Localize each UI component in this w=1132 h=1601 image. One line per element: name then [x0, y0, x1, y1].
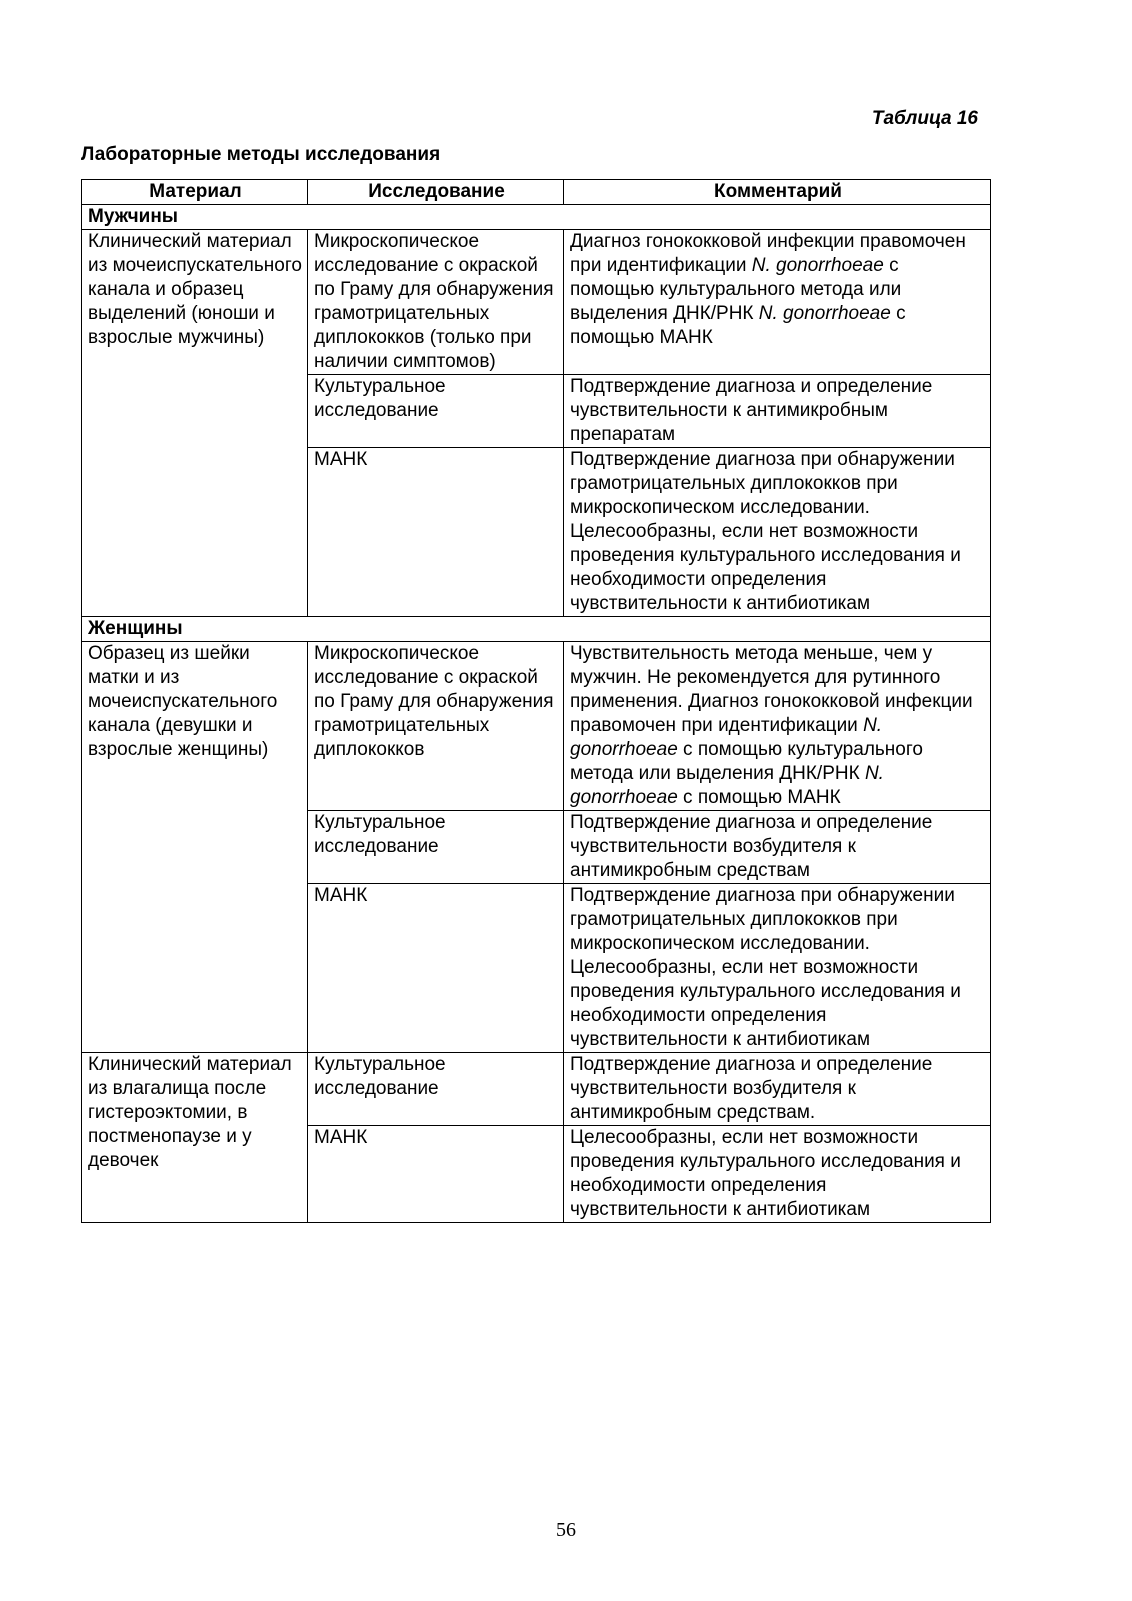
table-row [82, 1053, 991, 1126]
group-row-women [82, 617, 991, 642]
method-cell: Культуральное исследование [308, 811, 564, 884]
comment-cell: Диагноз гонококковой инфекции правомочен при идентификации N. gonorrhoeae с помощью культурального метода или выделения ДНК/РНК N. gonorrhoeae с помощью МАНК [564, 230, 991, 375]
comment-cell: Подтверждение диагноза и определение чувствительности возбудителя к антимикробным средствам [564, 811, 991, 884]
comment-cell: Чувствительность метода меньше, чем у мужчин. Не рекомендуется для рутинного применения. Диагноз гонококковой инфекции правомочен при идентификации N. gonorrhoeae с помощью культурального метода или выделения ДНК/РНК N. gonorrhoeae с помощью МАНК [564, 642, 991, 811]
header-material: Материал [82, 180, 308, 205]
group-label-men: Мужчины [82, 205, 991, 230]
material-cell: Клинический материал из влагалища после гистероэктомии, в постменопаузе и у девочек [82, 1053, 308, 1223]
method-cell: Микроскопическое исследование с окраской по Граму для обнаружения грамотрицательных диплококков [308, 642, 564, 811]
table-row [82, 642, 991, 811]
table-row [82, 230, 991, 375]
comment-cell: Подтверждение диагноза и определение чувствительности к антимикробным препаратам [564, 375, 991, 448]
method-cell: МАНК [308, 884, 564, 1053]
comment-cell: Подтверждение диагноза при обнаружении грамотрицательных диплококков при микроскопическом исследовании. Целесообразны, если нет возможности проведения культурального исследования и необходимости определения чувствительности к антибиотикам [564, 884, 991, 1053]
table-title: Лабораторные методы исследования [81, 144, 441, 165]
material-cell: Образец из шейки матки и из мочеиспускательного канала (девушки и взрослые женщины) [82, 642, 308, 1053]
method-cell: МАНК [308, 1126, 564, 1223]
group-label-women: Женщины [82, 617, 991, 642]
method-cell: МАНК [308, 448, 564, 617]
table-header-row [82, 180, 991, 205]
table-number-label: Таблица 16 [871, 108, 978, 129]
comment-cell: Подтверждение диагноза при обнаружении грамотрицательных диплококков при микроскопическом исследовании. Целесообразны, если нет возможности проведения культурального исследования и необходимости определения чувствительности к антибиотикам [564, 448, 991, 617]
comment-cell: Целесообразны, если нет возможности проведения культурального исследования и необходимости определения чувствительности к антибиотикам [564, 1126, 991, 1223]
method-cell: Культуральное исследование [308, 1053, 564, 1126]
material-cell: Клинический материал из мочеиспускательного канала и образец выделений (юноши и взрослые мужчины) [82, 230, 308, 617]
method-cell: Культуральное исследование [308, 375, 564, 448]
header-comment: Комментарий [564, 180, 991, 205]
group-row-men [82, 205, 991, 230]
page-number: 56 [556, 1519, 576, 1541]
lab-methods-table [81, 179, 991, 1223]
header-study: Исследование [308, 180, 564, 205]
method-cell: Микроскопическое исследование с окраской по Граму для обнаружения грамотрицательных диплококков (только при наличии симптомов) [308, 230, 564, 375]
comment-cell: Подтверждение диагноза и определение чувствительности возбудителя к антимикробным средствам. [564, 1053, 991, 1126]
